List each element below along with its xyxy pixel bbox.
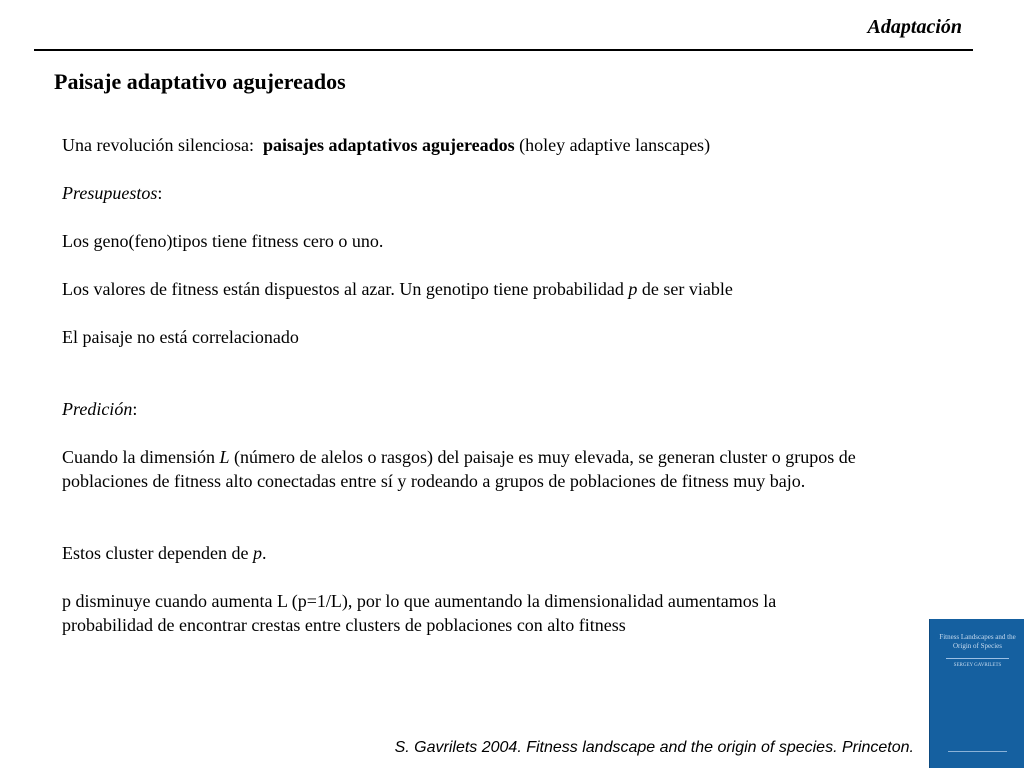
assumptions-colon: :	[157, 183, 163, 203]
prediction-heading-label: Predición	[62, 399, 133, 419]
header-divider	[34, 49, 973, 51]
prediction-2-suffix: .	[261, 543, 267, 563]
prediction-2-prefix: Estos cluster dependen de	[62, 543, 253, 563]
prediction-colon: :	[132, 399, 138, 419]
assumption-2-variable: p	[628, 279, 638, 299]
assumptions-heading	[62, 181, 902, 205]
prediction-1-variable: L	[219, 447, 230, 467]
book-cover-author: SERGEY GAVRILETS	[953, 663, 1002, 668]
intro-prefix: Una revolución silenciosa:	[62, 135, 263, 155]
prediction-1-prefix: Cuando la dimensión	[62, 447, 220, 467]
book-cover-footer-line	[948, 751, 1007, 752]
assumption-1: Los geno(feno)tipos tiene fitness cero o uno.	[62, 231, 384, 251]
header-title: Adaptación	[867, 16, 962, 38]
prediction-2	[62, 541, 902, 565]
slide-title: Paisaje adaptativo agujereados	[54, 69, 346, 94]
assumptions-heading-label: Presupuestos	[62, 183, 158, 203]
intro-line	[62, 133, 902, 157]
citation: S. Gavrilets 2004. Fitness landscape and the origin of species. Princeton.	[394, 739, 914, 756]
book-cover-image	[929, 619, 1024, 768]
book-cover-divider	[946, 658, 1009, 659]
prediction-heading	[62, 397, 902, 421]
book-cover-title: Fitness Landscapes and the Origin of Species	[939, 633, 1016, 650]
assumption-2	[62, 277, 902, 301]
intro-bold-term: paisajes adaptativos agujereados	[262, 135, 515, 155]
assumption-3: El paisaje no está correlacionado	[62, 327, 299, 347]
assumption-2-suffix: de ser viable	[637, 279, 733, 299]
intro-suffix: (holey adaptive lanscapes)	[514, 135, 711, 155]
assumption-2-prefix: Los valores de fitness están dispuestos al azar. Un genotipo tiene probabilidad	[62, 279, 629, 299]
prediction-1	[62, 445, 892, 493]
prediction-3: p disminuye cuando aumenta L (p=1/L), por lo que aumentando la dimensionalidad aumentamos la probabilidad de encontrar crestas entre clusters de poblaciones con alto fitness	[62, 591, 777, 635]
prediction-2-variable: p	[252, 543, 262, 563]
prediction-1-suffix: (número de alelos o rasgos) del paisaje es muy elevada, se generan cluster o grupos de poblaciones de fitness alto conectadas entre sí y rodeando a grupos de poblaciones de fitness muy bajo.	[62, 447, 856, 491]
